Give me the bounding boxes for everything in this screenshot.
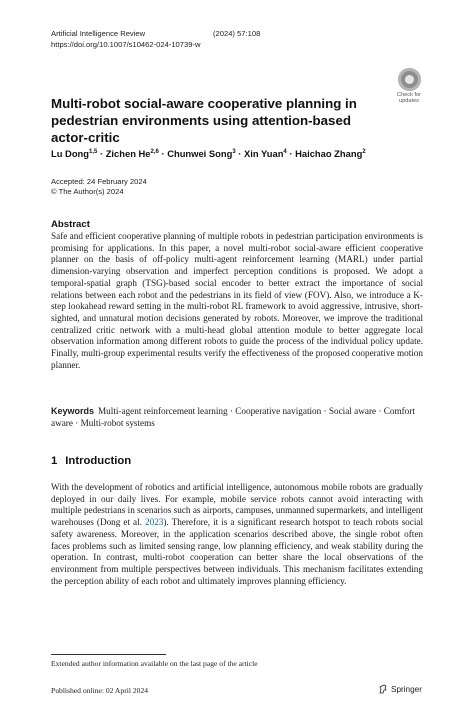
author-separator: ·: [289, 148, 293, 159]
abstract-text: Safe and efficient cooperative planning of multiple robots in pedestrian participation environments is promising for applications. In this paper, a novel multi-robot social-aware efficient cooperative planner on the basis of off-policy multi-agent reinforcement learning (MARL) under partial dimension-varying observation and imperfect perception conditions is proposed. We adopt a temporal-spatial graph (TSG)-based social encoder to better extract the importance of social relations between each robot and the pedestrians in its field of view (FOV). Also, we introduce a K-step lookahead reward setting in the multi-robot RL framework to avoid aggressive, intrusive, short-sighted, and unnatural motion decisions generated by robots. Moreover, we improve the traditional centralized critic network with a multi-head global attention module to better aggregate local observation information among different robots to guide the process of the individual policy update. Finally, multi-group experimental results verify the effectiveness of the proposed cooperative motion planner.: [51, 231, 423, 370]
journal-issue: (2024) 57:108: [213, 29, 261, 38]
author-name[interactable]: Xin Yuan: [244, 148, 284, 159]
running-header: [51, 29, 260, 50]
section-number: 1: [51, 455, 58, 467]
author-affiliation: 4: [283, 148, 287, 155]
author-separator: ·: [161, 148, 165, 159]
doi-link[interactable]: https://doi.org/10.1007/s10462-024-10739-w: [51, 39, 201, 49]
intro-paragraph: [51, 482, 423, 587]
publisher-name: Springer: [391, 684, 422, 694]
section-title: Introduction: [65, 455, 132, 467]
citation-link[interactable]: 2023: [145, 517, 164, 528]
intro-text-2: ). Therefore, it is a significant research hotspot to teach robots social safety awareness. Moreover, in the application scenarios described above, the single robot often faces problems such as limited sensing range, low planning efficiency, and weak stability during the operation. In contrast, multi-robot cooperation can better share the local observations of the environment from multiple perspectives between individuals. This mechanism facilitates extending the perception ability of each robot and ultimately improves planning efficiency.: [51, 517, 423, 586]
accepted-date: Accepted: 24 February 2024: [51, 177, 147, 186]
keywords: [51, 406, 423, 429]
section-heading: [51, 455, 131, 467]
abstract-heading: Abstract: [51, 219, 90, 230]
badge-line-1: Check for: [397, 92, 421, 98]
author-separator: ·: [238, 148, 242, 159]
footnote-rule: [51, 654, 166, 655]
author-name[interactable]: Chunwei Song: [167, 148, 233, 159]
check-for-updates-icon: [398, 68, 421, 91]
keywords-text: Multi-agent reinforcement learning · Cooperative navigation · Social aware · Comfort aware · Multi-robot systems: [51, 406, 415, 428]
publisher-logo: [378, 684, 422, 694]
author-affiliation: 1,5: [89, 148, 98, 155]
author-name[interactable]: Lu Dong: [51, 148, 90, 159]
footnote: Extended author information available on the last page of the article: [51, 659, 258, 668]
author-list: [51, 148, 366, 159]
badge-line-2: updates: [399, 98, 419, 104]
published-online: Published online: 02 April 2024: [51, 686, 149, 695]
author-affiliation: 2,6: [150, 148, 159, 155]
springer-horse-icon: [378, 684, 388, 694]
author-separator: ·: [99, 148, 104, 159]
keywords-label: Keywords: [51, 406, 95, 416]
paper-title: Multi-robot social-aware cooperative planning in pedestrian environments using attention-based actor-critic: [51, 96, 357, 145]
author-affiliation: 3: [232, 148, 236, 155]
intro-text-1: With the development of robotics and artificial intelligence, autonomous mobile robots are gradually deployed in our daily lives. For example, mobile service robots cannot avoid interacting with multiple pedestrians in scenarios such as airports, campuses, unmanned supermarkets, and intelligent warehouses (Dong et al.: [51, 482, 423, 528]
author-name[interactable]: Haichao Zhang: [295, 148, 363, 159]
journal-name: Artificial Intelligence Review: [51, 29, 146, 38]
check-for-updates-badge[interactable]: [391, 68, 427, 102]
author-affiliation: 2: [362, 148, 366, 155]
copyright-notice: © The Author(s) 2024: [51, 187, 124, 196]
publication-dates: [51, 177, 147, 197]
author-name[interactable]: Zichen He: [105, 148, 151, 159]
